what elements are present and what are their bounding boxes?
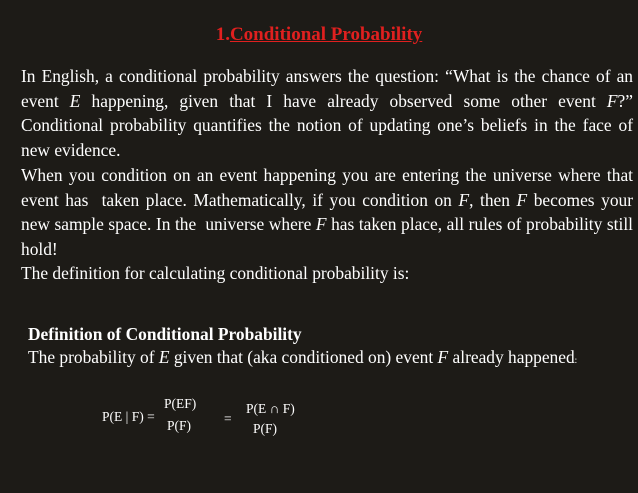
title-number: 1. <box>215 24 230 45</box>
formula-numerator-1: P(EF) <box>164 396 197 411</box>
condition-text-3: becomes your new sample space. In the universe where <box>21 189 634 234</box>
definition-text-3: already happened <box>448 347 575 367</box>
intro-text-2: happening, given that I have already observed some other event <box>80 90 607 111</box>
definition-block <box>28 323 608 372</box>
definition-intro: The definition for calculating conditional probability is: <box>21 263 410 283</box>
event-f: F <box>437 347 449 367</box>
definition-text <box>28 346 608 372</box>
formula-numerator-2: P(E ∩ F) <box>246 401 295 416</box>
formula-equals: = <box>224 411 232 426</box>
condition-text-2: , then <box>469 189 517 210</box>
formula-denominator-2: P(F) <box>253 421 278 436</box>
event-f: F <box>606 90 618 111</box>
intro-paragraph <box>21 64 633 162</box>
slide-title <box>0 24 638 46</box>
intro-text-3: ?” Conditional probability quantifies the notion of updating one’s beliefs in the face of new evidence. <box>21 90 633 160</box>
condition-text-1: When you condition on an event happening you are entering the universe where that event has taken place. Mathematically, if you condition on <box>21 165 633 210</box>
definition-heading: Definition of Conditional Probability <box>28 324 302 344</box>
formula-lhs: P(E | F) = <box>102 409 155 424</box>
definition-text-2: given that (aka conditioned on) event <box>169 347 438 367</box>
conditional-probability-formula <box>100 396 420 440</box>
event-e: E <box>69 90 81 111</box>
event-f: F <box>516 189 528 210</box>
event-f: F <box>458 189 470 210</box>
condition-text-4: has taken place, all rules of probability still hold! <box>21 214 633 259</box>
event-f: F <box>315 214 327 234</box>
title-text: Conditional Probability <box>229 24 423 45</box>
event-e: E <box>158 347 170 367</box>
definition-text-1: The probability of <box>28 347 159 367</box>
definition-colon: : <box>574 355 578 365</box>
condition-paragraph <box>21 163 633 261</box>
intro-text-1: In English, a conditional probability answers the question: “What is the chance of an event <box>21 66 633 111</box>
formula-denominator-1: P(F) <box>167 418 192 433</box>
